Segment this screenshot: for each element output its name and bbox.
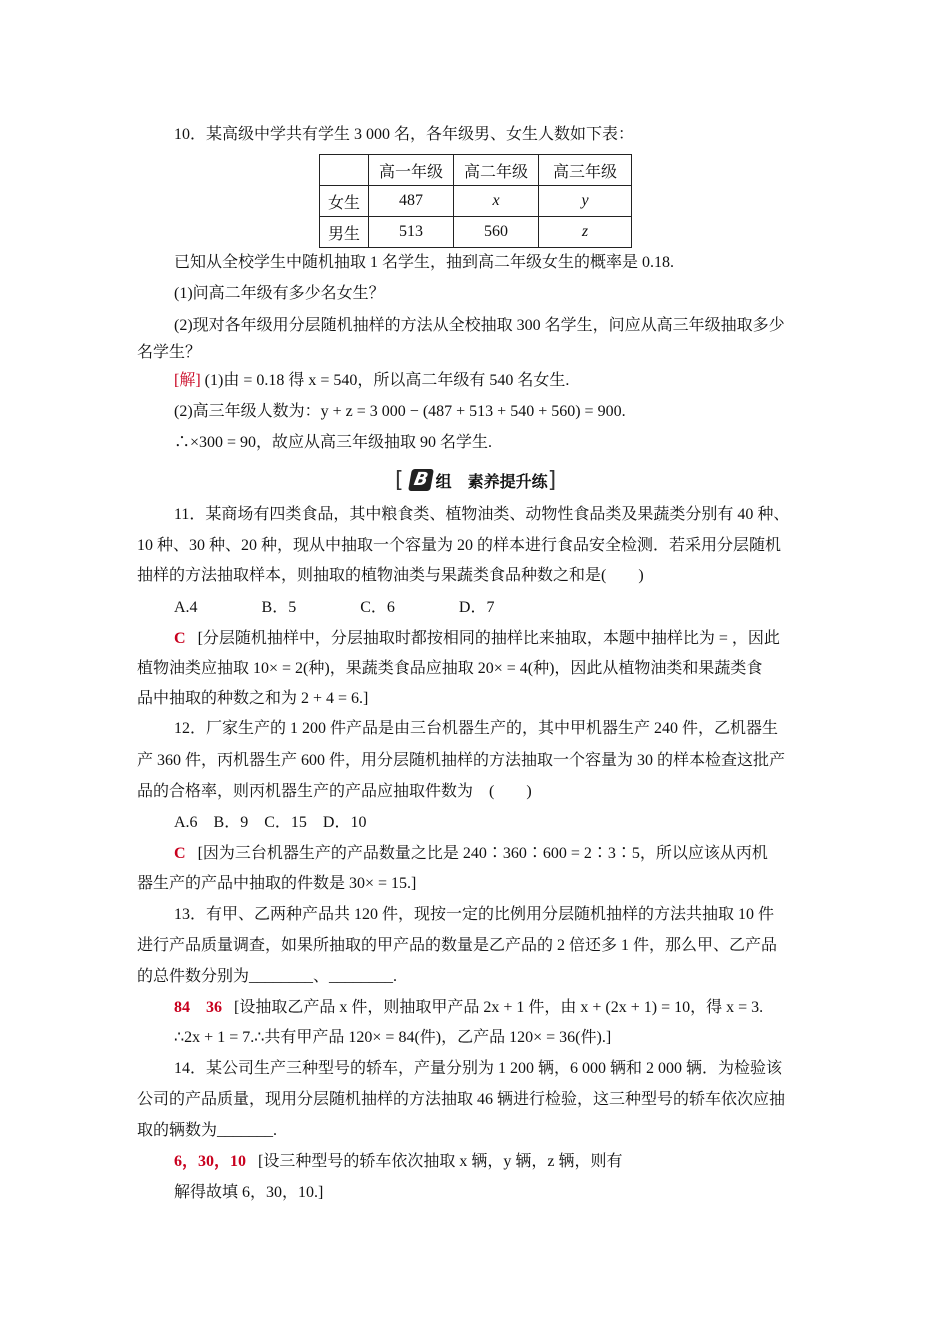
table-row: [320, 217, 632, 248]
q12-answer-line2: 器生产的产品中抽取的件数是 30× = 15.]: [137, 875, 417, 892]
table-cell: y: [539, 186, 632, 217]
q13-answer-line2: ∴2x + 1 = 7.∴共有甲产品 120× = 84(件)，乙产品 120× = 36(件).]: [174, 1029, 612, 1046]
q11-answer-line2: 植物油类应抽取 10× = 2(种)，果蔬类食品应抽取 20× = 4(种)，因此从植物油类和果蔬类食: [137, 660, 763, 677]
section-banner: [395, 466, 595, 494]
q14-answer-line2: 解得故填 6，30，10.]: [174, 1184, 324, 1201]
q14-answer-line1: [174, 1151, 864, 1173]
q14-line2: 公司的产品质量，现用分层随机抽样的方法抽取 46 辆进行检验，这三种型号的轿车依次应抽: [137, 1091, 786, 1108]
table-row-label: 女生: [320, 186, 369, 217]
table-cell: 487: [369, 186, 454, 217]
answer-text: [设抽取乙产品 x 件，则抽取甲产品 2x + 1 件，由 x + (2x + 1) = 10，得 x = 3.: [234, 999, 764, 1016]
table-cell: 560: [454, 217, 539, 248]
table-cell: z: [539, 217, 632, 248]
q10-solution-line2: (2)高三年级人数为：y + z = 3 000 − (487 + 513 + 540 + 560) = 900.: [174, 403, 626, 420]
banner-open-bracket: [: [395, 467, 404, 493]
answer-text: [设三种型号的轿车依次抽取 x 辆，y 辆，z 辆，则有: [258, 1153, 623, 1170]
q10-solution-line1: [174, 370, 864, 392]
q13-line1: 13．有甲、乙两种产品共 120 件，现按一定的比例用分层随机抽样的方法共抽取 10 件: [174, 906, 775, 923]
q13-line2: 进行产品质量调查，如果所抽取的甲产品的数量是乙产品的 2 倍还多 1 件，那么甲、乙产品: [137, 937, 778, 954]
q10-part1: (1)问高二年级有多少名女生？: [174, 285, 385, 302]
q14-line3: 取的辆数为_______.: [137, 1122, 278, 1139]
q11-options: A.4 B．5 C．6 D．7: [174, 599, 495, 616]
solution-text: (1)由 = 0.18 得 x = 540，所以高二年级有 540 名女生.: [204, 372, 570, 389]
table-header-cell: 高三年级: [539, 155, 632, 186]
q10-stem: 10．某高级中学共有学生 3 000 名，各年级男、女生人数如下表：: [174, 126, 635, 143]
answer-label: C: [174, 630, 186, 647]
answer-text: [因为三台机器生产的产品数量之比是 240∶360∶600 = 2∶3∶5，所以应该从丙机: [197, 845, 768, 862]
q11-line3: 抽样的方法抽取样本，则抽取的植物油类与果蔬类食品种数之和是( ): [137, 567, 644, 584]
q13-line3: 的总件数分别为________、________.: [137, 968, 398, 985]
answer-text: [分层随机抽样中，分层抽取时都按相同的抽样比来抽取，本题中抽样比为 = ，因此: [197, 630, 780, 647]
table-header-cell: 高一年级: [369, 155, 454, 186]
answer-label: 6，30，10: [174, 1153, 247, 1170]
q10-solution-line3: ∴×300 = 90，故应从高三年级抽取 90 名学生.: [174, 434, 493, 451]
answer-label: 84 36: [174, 999, 223, 1016]
q10-condition: 已知从全校学生中随机抽取 1 名学生，抽到高二年级女生的概率是 0.18.: [174, 254, 675, 271]
q10-part2-line2: 名学生？: [137, 344, 202, 361]
q14-line1: 14．某公司生产三种型号的轿车，产量分别为 1 200 辆，6 000 辆和 2 000 辆．为检验该: [174, 1060, 783, 1077]
q12-line3: 品的合格率，则丙机器生产的产品应抽取件数为 ( ): [137, 783, 532, 800]
solution-tag: [解]: [174, 372, 201, 389]
q12-answer-line1: [174, 843, 864, 865]
q12-line1: 12．厂家生产的 1 200 件产品是由三台机器生产的，其中甲机器生产 240 件，乙机器生: [174, 720, 779, 737]
banner-close-bracket: ]: [547, 467, 557, 493]
q11-answer-line1: [174, 628, 864, 650]
q11-answer-line3: 品中抽取的种数之和为 2 + 4 = 6.]: [137, 690, 369, 707]
q11-line1: 11．某商场有四类食品，其中粮食类、植物油类、动物性食品类及果蔬类分别有 40 种、: [174, 506, 790, 523]
q13-answer-line1: [174, 997, 864, 1019]
q12-options: A.6 B．9 C．15 D．10: [174, 814, 367, 831]
grade-gender-table: [319, 154, 632, 248]
banner-title: 组 素养提升练: [435, 471, 548, 491]
q11-line2: 10 种、30 种、20 种，现从中抽取一个容量为 20 的样本进行食品安全检测．若采用分层随机: [137, 537, 782, 554]
table-cell: 513: [369, 217, 454, 248]
table-row-label: 男生: [320, 217, 369, 248]
table-cell: x: [454, 186, 539, 217]
q12-line2: 产 360 件，丙机器生产 600 件，用分层随机抽样的方法抽取一个容量为 30 的样本检查这批产: [137, 752, 786, 769]
group-b-logo: B: [408, 469, 434, 491]
table-header-cell: 高二年级: [454, 155, 539, 186]
table-row: [320, 186, 632, 217]
q10-part2-line1: (2)现对各年级用分层随机抽样的方法从全校抽取 300 名学生，问应从高三年级抽取多少: [174, 317, 785, 334]
answer-label: C: [174, 845, 186, 862]
table-cell: [320, 155, 369, 186]
table-header-row: [320, 155, 632, 186]
